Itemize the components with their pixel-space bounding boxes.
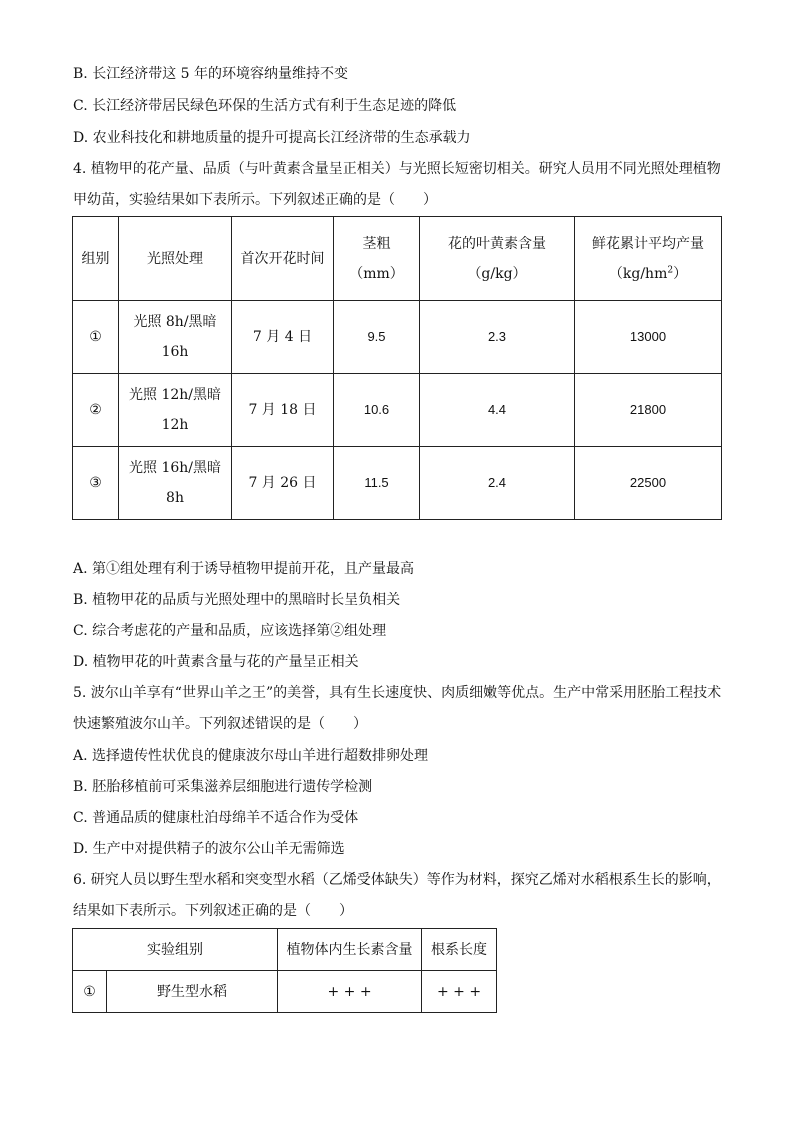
q4-stem-line-1: 4. 植物甲的花产量、品质（与叶黄素含量呈正相关）与光照长短密切相关。研究人员用不同光照处理植物 [73,161,721,177]
header-stem [334,217,420,301]
q3-option-c: C. 长江经济带居民绿色环保的生活方式有利于生态足迹的降低 [73,98,457,114]
cell-light-line-2: 16h [161,344,189,360]
header-stem-label: 茎粗 [362,235,391,252]
table-row [73,374,722,447]
cell-auxin: + + + [278,971,422,1013]
q4-option-b: B. 植物甲花的品质与光照处理中的黑暗时长呈负相关 [73,592,401,608]
table-row [73,447,722,520]
cell-first-bloom: 7 月 4 日 [232,301,334,374]
cell-root: + + + [422,971,497,1013]
q4-option-c: C. 综合考虑花的产量和品质，应该选择第②组处理 [73,623,387,639]
cell-light [119,447,232,520]
q6-stem-line-2: 结果如下表所示。下列叙述正确的是（ ） [73,903,353,919]
cell-light-line-1: 光照 8h/黑暗 [133,314,217,330]
cell-light-line-2: 12h [161,417,189,433]
cell-group: ③ [73,447,119,520]
cell-num: ① [73,971,107,1013]
q3-option-d: D. 农业科技化和耕地质量的提升可提高长江经济带的生态承载力 [73,130,471,146]
header-light: 光照处理 [119,217,232,301]
table-header-row [73,929,497,971]
q4-option-d: D. 植物甲花的叶黄素含量与花的产量呈正相关 [73,654,359,670]
q4-data-table [72,216,722,520]
header-group: 组别 [73,217,119,301]
header-auxin: 植物体内生长素含量 [278,929,422,971]
cell-first-bloom: 7 月 26 日 [232,447,334,520]
header-first-bloom: 首次开花时间 [232,217,334,301]
q5-option-b: B. 胚胎移植前可采集滋养层细胞进行遗传学检测 [73,779,373,795]
table-row [73,971,497,1013]
cell-lutein: 2.4 [420,447,575,520]
header-yield-unit-post: ） [673,265,688,282]
header-yield-unit-sup: 2 [667,264,674,275]
header-lutein [420,217,575,301]
q6-stem-line-1: 6. 研究人员以野生型水稻和突变型水稻（乙烯受体缺失）等作为材料，探究乙烯对水稻根系生长的影响， [73,872,721,888]
header-yield-label: 鲜花累计平均产量 [592,235,704,252]
q4-option-a: A. 第①组处理有利于诱导植物甲提前开花，且产量最高 [73,561,415,577]
q5-stem-line-2: 快速繁殖波尔山羊。下列叙述错误的是（ ） [73,716,367,732]
cell-yield: 21800 [575,374,722,447]
cell-light [119,301,232,374]
header-yield-unit-pre: （kg/hm [608,265,668,282]
cell-lutein: 4.4 [420,374,575,447]
cell-light [119,374,232,447]
cell-yield: 13000 [575,301,722,374]
q5-option-d: D. 生产中对提供精子的波尔公山羊无需筛选 [73,841,345,857]
cell-first-bloom: 7 月 18 日 [232,374,334,447]
header-lutein-unit: （g/kg） [467,265,527,282]
cell-light-line-2: 8h [166,490,184,506]
table-header-row [73,217,722,301]
cell-stem: 11.5 [334,447,420,520]
cell-lutein: 2.3 [420,301,575,374]
header-lutein-label: 花的叶黄素含量 [448,235,546,252]
cell-group: ① [73,301,119,374]
header-yield [575,217,722,301]
cell-group: ② [73,374,119,447]
header-group: 实验组别 [73,929,278,971]
cell-light-line-1: 光照 16h/黑暗 [129,460,221,476]
q5-option-c: C. 普通品质的健康杜泊母绵羊不适合作为受体 [73,810,359,826]
q3-option-b: B. 长江经济带这 5 年的环境容纳量维持不变 [73,66,348,82]
cell-stem: 10.6 [334,374,420,447]
q6-data-table [72,928,497,1013]
cell-name: 野生型水稻 [107,971,278,1013]
table-row [73,301,722,374]
q5-option-a: A. 选择遗传性状优良的健康波尔母山羊进行超数排卵处理 [73,748,429,764]
header-yield-unit [579,259,717,289]
q5-stem-line-1: 5. 波尔山羊享有“世界山羊之王”的美誉，具有生长速度快、肉质细嫩等优点。生产中常采用胚胎工程技术 [73,685,722,701]
header-stem-unit: （mm） [349,265,404,282]
cell-yield: 22500 [575,447,722,520]
q4-stem-line-2: 甲幼苗，实验结果如下表所示。下列叙述正确的是（ ） [73,192,437,208]
header-root: 根系长度 [422,929,497,971]
cell-light-line-1: 光照 12h/黑暗 [129,387,221,403]
cell-stem: 9.5 [334,301,420,374]
